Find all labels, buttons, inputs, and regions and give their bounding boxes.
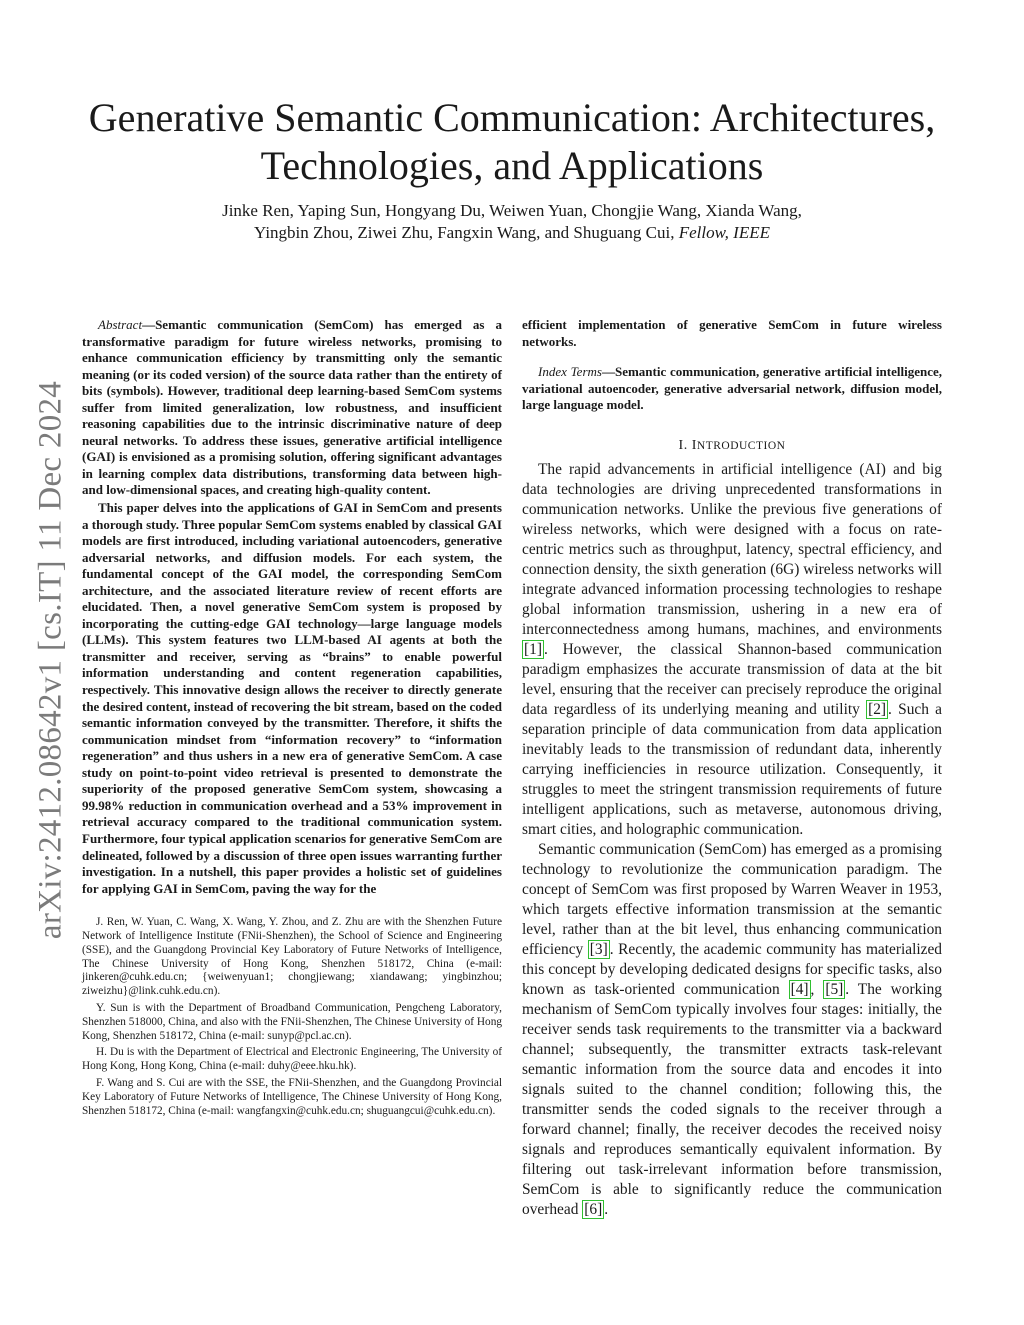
affiliation-footnotes [82, 916, 502, 1118]
index-terms: Index Terms—Semantic communication, generative artificial intelligence, variational autoencoder, generative adversarial network, diffusion model, large language model. [522, 364, 942, 413]
intro-paragraph-2: Semantic communication (SemCom) has emerged as a promising technology to revolutionize the communication paradigm. The concept of SemCom was first proposed by Warren Weaver in 1953, which targets effective information transmission at the semantic level, rather than at the bit level, thus enhancing communication efficiency [3] . Recently, the academic community has materialized this concept by developing dedicated designs for specific tasks, also known as task-oriented communication [4] , [5] . The working mechanism of SemCom typically involves four stages: initially, the receiver sends task requirements to the transmitter via a backward channel; subsequently, the transmitter extracts task-relevant semantic information from the source data and encodes it into signals suited to the channel condition; following this, the transmitter sends the coded signals to the receiver through a forward channel; finally, the receiver decodes the received noisy signals and reproduces semantically equivalent information. By filtering out task-irrelevant information before transmission, SemCom is able to significantly reduce the communication overhead [6] . [522, 840, 942, 1218]
introduction-body [522, 460, 942, 1220]
author-fellow-title: Fellow, IEEE [678, 223, 770, 242]
citation-link[interactable]: [2] [868, 700, 887, 718]
right-column [522, 317, 942, 1220]
intro-paragraph-1: The rapid advancements in artificial intelligence (AI) and big data technologies are driving unprecedented transformations in communication networks. Unlike the previous five generations of wireless networks, which were designed with a focus on rate-centric metrics such as throughput, latency, spectral efficiency, and connection density, the sixth generation (6G) wireless networks will integrate advanced information processing technologies to reshape global information transmission, ushering in a new era of interconnectedness among humans, machines, and environments [1] . However, the classical Shannon-based communication paradigm emphasizes the accurate transmission of data at the bit level, ensuring that the receiver can precisely reproduce the original data regardless of its underlying meaning and utility [2] . Such a separation principle of data communication from data application inevitably leads to the transmission of redundant data, inherently carrying inefficiencies in resource utilization. Consequently, it struggles to meet the stringent transmission requirements of future intelligent applications, such as metaverse, autonomous driving, smart cities, and holographic communication. [522, 460, 942, 838]
citation-link[interactable]: [4] [790, 980, 809, 998]
arxiv-identifier: arXiv:2412.08642v1 [cs.IT] 11 Dec 2024 [32, 380, 69, 940]
abstract-dash: — [142, 317, 156, 332]
abstract-paragraph-2: This paper delves into the applications of GAI in SemCom and presents a thorough study. Three popular SemCom systems enabled by classical GAI models are first introduced, including variational autoencoders, generative adversarial networks, and diffusion models. For each system, the fundamental concept of the GAI model, the corresponding SemCom architecture, and the associated literature review of recent efforts are elucidated. Then, a novel generative SemCom system is proposed by incorporating the cutting-edge GAI technology—large language models (LLMs). This system features two LLM-based AI agents at both the transmitter and receiver, serving as “brains” to enable powerful information understanding and content regeneration capabilities, respectively. This innovative design allows the receiver to directly generate the desired content, instead of recovering the bit stream, based on the coded semantic information conveyed by the transmitter. Therefore, it shifts the communication mindset from “information recovery” to “information regeneration” and thus ushers in a new era of generative SemCom. A case study on point-to-point video retrieval is presented to demonstrate the superiority of the proposed generative SemCom system, showcasing a 99.98% reduction in communication overhead and a 53% improvement in retrieval accuracy compared to the traditional communication system. Furthermore, four typical application scenarios for generative SemCom are delineated, followed by a discussion of three open issues warranting further investigation. In a nutshell, this paper provides a holistic set of guidelines for applying GAI in SemCom, paving the way for the [82, 500, 502, 896]
author-list [60, 200, 964, 244]
abstract-continuation: efficient implementation of generative SemCom in future wireless networks. [522, 317, 942, 349]
abstract-label: Abstract [98, 317, 143, 332]
authors-line-1: Jinke Ren, Yaping Sun, Hongyang Du, Weiwen Yuan, Chongjie Wang, Xianda Wang, [222, 201, 802, 220]
title-line-1: Generative Semantic Communication: Architectures, [88, 95, 936, 140]
title-line-2: Technologies, and Applications [260, 143, 764, 188]
footnote: H. Du is with the Department of Electrical and Electronic Engineering, The University of Hong Kong, Hong Kong, China (e-mail: duhy@eee.hku.hk). [82, 1046, 502, 1073]
authors-line-2: Yingbin Zhou, Ziwei Zhu, Fangxin Wang, and Shuguang Cui, Fellow, IEEE [254, 223, 770, 242]
citation-link[interactable]: [3] [589, 940, 608, 958]
footnote: J. Ren, W. Yuan, C. Wang, X. Wang, Y. Zhou, and Z. Zhu are with the Shenzhen Future Network of Intelligence Institute (FNii-Shenzhen), the School of Science and Engineering (SSE), and the Guangdong Provincial Key Laboratory of Future Networks of Intelligence, The Chinese University of Hong Kong, Shenzhen 518172, China (e-mail: jinkeren@cuhk.edu.cn; {weiwenyuan1; chongjiewang; xiandawang; yingbinzhou; ziweizhu}@link.cuhk.edu.cn). [82, 916, 502, 998]
section-heading-introduction: I. INTRODUCTION [678, 437, 786, 453]
abstract [82, 317, 502, 897]
paper-title [60, 94, 964, 190]
footnote: Y. Sun is with the Department of Broadband Communication, Pengcheng Laboratory, Shenzhen 518000, China, and also with the FNii-Shenzhen, The Chinese University of Hong Kong, Shenzhen 518172, China (e-mail: sunyp@pcl.ac.cn). [82, 1001, 502, 1042]
left-column [82, 317, 502, 1121]
footnote: F. Wang and S. Cui are with the SSE, the FNii-Shenzhen, and the Guangdong Provincial Key Laboratory of Future Networks of Intelligence, The Chinese University of Hong Kong, Shenzhen 518172, China (e-mail: wangfangxin@cuhk.edu.cn; shuguangcui@cuhk.edu.cn). [82, 1076, 502, 1117]
index-terms-label: Index Terms [538, 364, 602, 380]
citation-link[interactable]: [5] [825, 980, 844, 998]
citation-link[interactable]: [1] [524, 640, 542, 658]
abstract-paragraph-1: Abstract—Semantic communication (SemCom) has emerged as a transformative paradigm for future wireless networks, promising to enhance communication efficiency by transmitting only the semantic meaning (or its coded version) of the source data rather than the entirety of bits (symbols). However, traditional deep learning-based SemCom systems suffer from limited generalization, low robustness, and insufficient reasoning capabilities due to the intrinsic discriminative nature of deep neural networks. To address these issues, generative artificial intelligence (GAI) is envisioned as a promising solution, offering significant advantages in learning complex data distributions, transforming data between high- and low-dimensional spaces, and creating high-quality content. [82, 317, 502, 498]
citation-link[interactable]: [6] [584, 1200, 603, 1218]
